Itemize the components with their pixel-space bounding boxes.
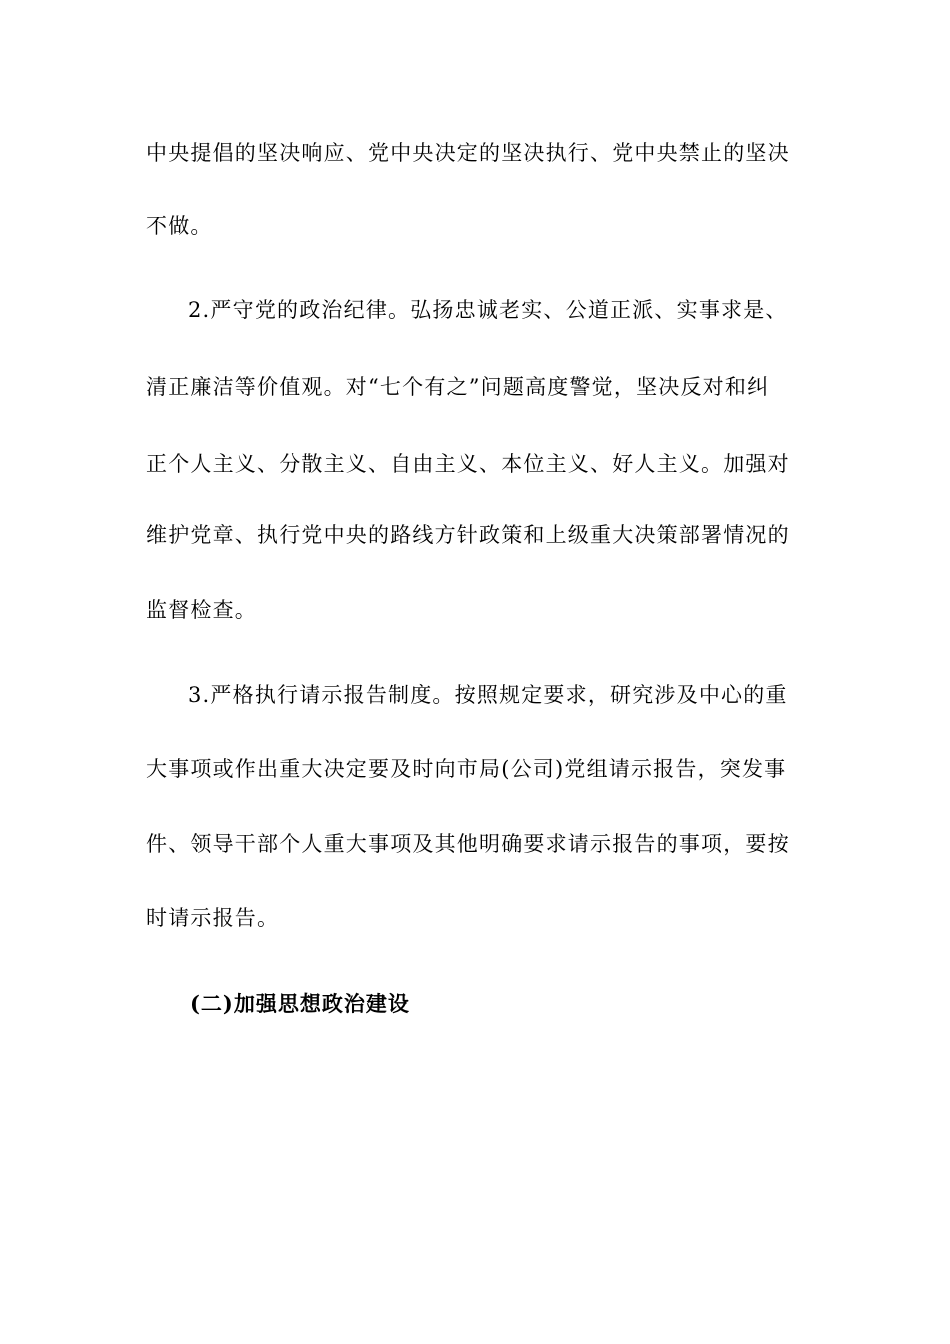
paragraph-3-line-3: 件、领导干部个人重大事项及其他明确要求请示报告的事项，要按 bbox=[146, 832, 790, 856]
paragraph-2-line-3: 正个人主义、分散主义、自由主义、本位主义、好人主义。加强对 bbox=[146, 452, 790, 476]
paragraph-2-line-1: 2.严守党的政治纪律。弘扬忠诚老实、公道正派、实事求是、 bbox=[188, 298, 788, 322]
paragraph-3-line-1: 3.严格执行请示报告制度。按照规定要求，研究涉及中心的重 bbox=[188, 683, 788, 707]
paragraph-3-line-2: 大事项或作出重大决定要及时向市局(公司)党组请示报告，突发事 bbox=[146, 757, 787, 781]
paragraph-3-line-4: 时请示报告。 bbox=[146, 906, 280, 930]
paragraph-2-line-5: 监督检查。 bbox=[146, 598, 257, 622]
section-heading: (二)加强思想政治建设 bbox=[190, 991, 410, 1016]
paragraph-2-line-2: 清正廉洁等价值观。对“七个有之”问题高度警觉，坚决反对和纠 bbox=[146, 375, 770, 399]
paragraph-2-line-4: 维护党章、执行党中央的路线方针政策和上级重大决策部署情况的 bbox=[146, 523, 790, 547]
paragraph-1-line-2: 不做。 bbox=[146, 214, 213, 238]
paragraph-1-line-1: 中央提倡的坚决响应、党中央决定的坚决执行、党中央禁止的坚决 bbox=[146, 141, 790, 165]
